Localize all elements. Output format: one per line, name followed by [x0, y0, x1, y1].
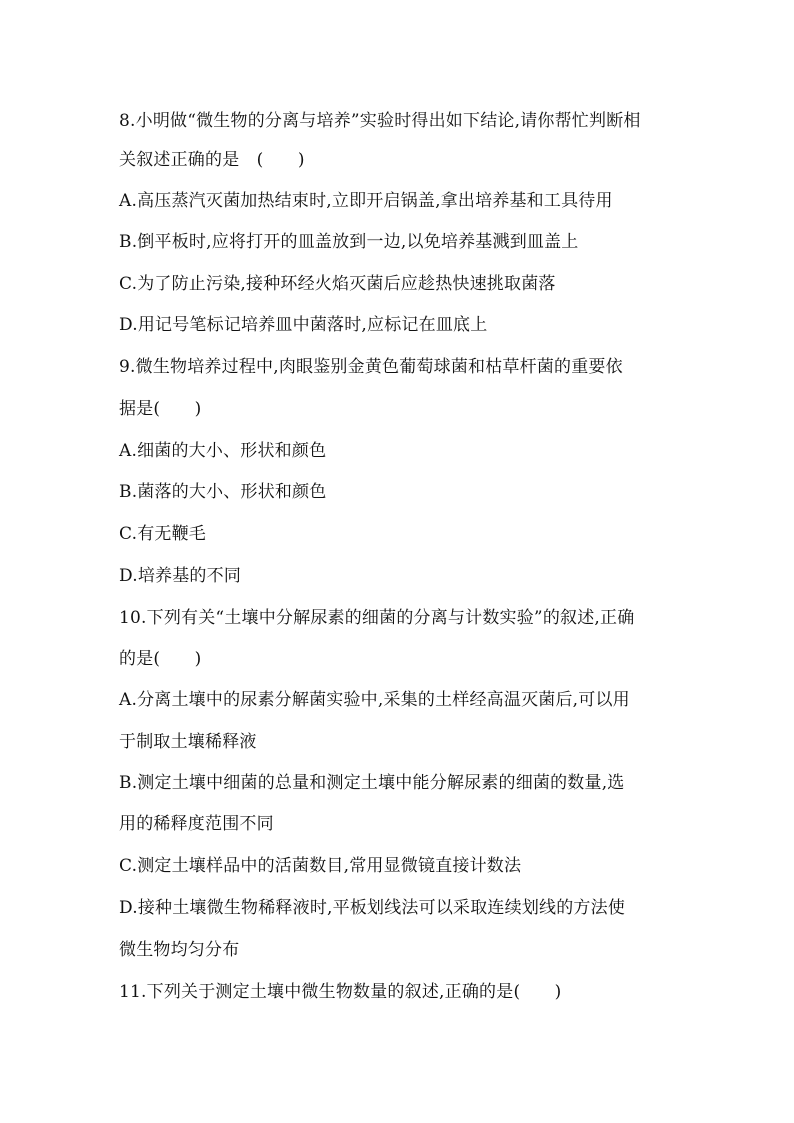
q10-option-b-line-1: B.测定土壤中细菌的总量和测定土壤中能分解尿素的细菌的数量,选 [119, 773, 625, 793]
q9-option-d: D.培养基的不同 [119, 566, 242, 586]
q10-option-d-line-1: D.接种土壤微生物稀释液时,平板划线法可以采取连续划线的方法使 [119, 898, 626, 918]
q9-option-c: C.有无鞭毛 [119, 524, 207, 544]
q9-option-b: B.菌落的大小、形状和颜色 [119, 482, 327, 502]
q10-option-b-line-2: 用的稀释度范围不同 [119, 814, 274, 834]
q10-stem-line-2: 的是( ) [119, 649, 202, 669]
q8-option-b: B.倒平板时,应将打开的皿盖放到一边,以免培养基溅到皿盖上 [119, 232, 579, 252]
q8-option-d: D.用记号笔标记培养皿中菌落时,应标记在皿底上 [119, 315, 488, 335]
q8-stem-line-2: 关叙述正确的是 ( ) [119, 150, 305, 170]
q8-option-c: C.为了防止污染,接种环经火焰灭菌后应趁热快速挑取菌落 [119, 274, 556, 294]
q10-option-a-line-1: A.分离土壤中的尿素分解菌实验中,采集的土样经高温灭菌后,可以用 [119, 690, 630, 710]
q10-option-d-line-2: 微生物均匀分布 [119, 940, 240, 960]
q11-stem-line-1: 11.下列关于测定土壤中微生物数量的叙述,正确的是( ) [119, 982, 562, 1002]
q9-option-a: A.细菌的大小、形状和颜色 [119, 441, 327, 461]
q10-option-c: C.测定土壤样品中的活菌数目,常用显微镜直接计数法 [119, 856, 522, 876]
q10-option-a-line-2: 于制取土壤稀释液 [119, 732, 257, 752]
q8-option-a: A.高压蒸汽灭菌加热结束时,立即开启锅盖,拿出培养基和工具待用 [119, 191, 613, 211]
q8-stem-line-1: 8.小明做“微生物的分离与培养”实验时得出如下结论,请你帮忙判断相 [119, 111, 641, 131]
q9-stem-line-2: 据是( ) [119, 399, 202, 419]
q9-stem-line-1: 9.微生物培养过程中,肉眼鉴别金黄色葡萄球菌和枯草杆菌的重要依 [119, 357, 623, 377]
q10-stem-line-1: 10.下列有关“土壤中分解尿素的细菌的分离与计数实验”的叙述,正确 [119, 608, 635, 628]
